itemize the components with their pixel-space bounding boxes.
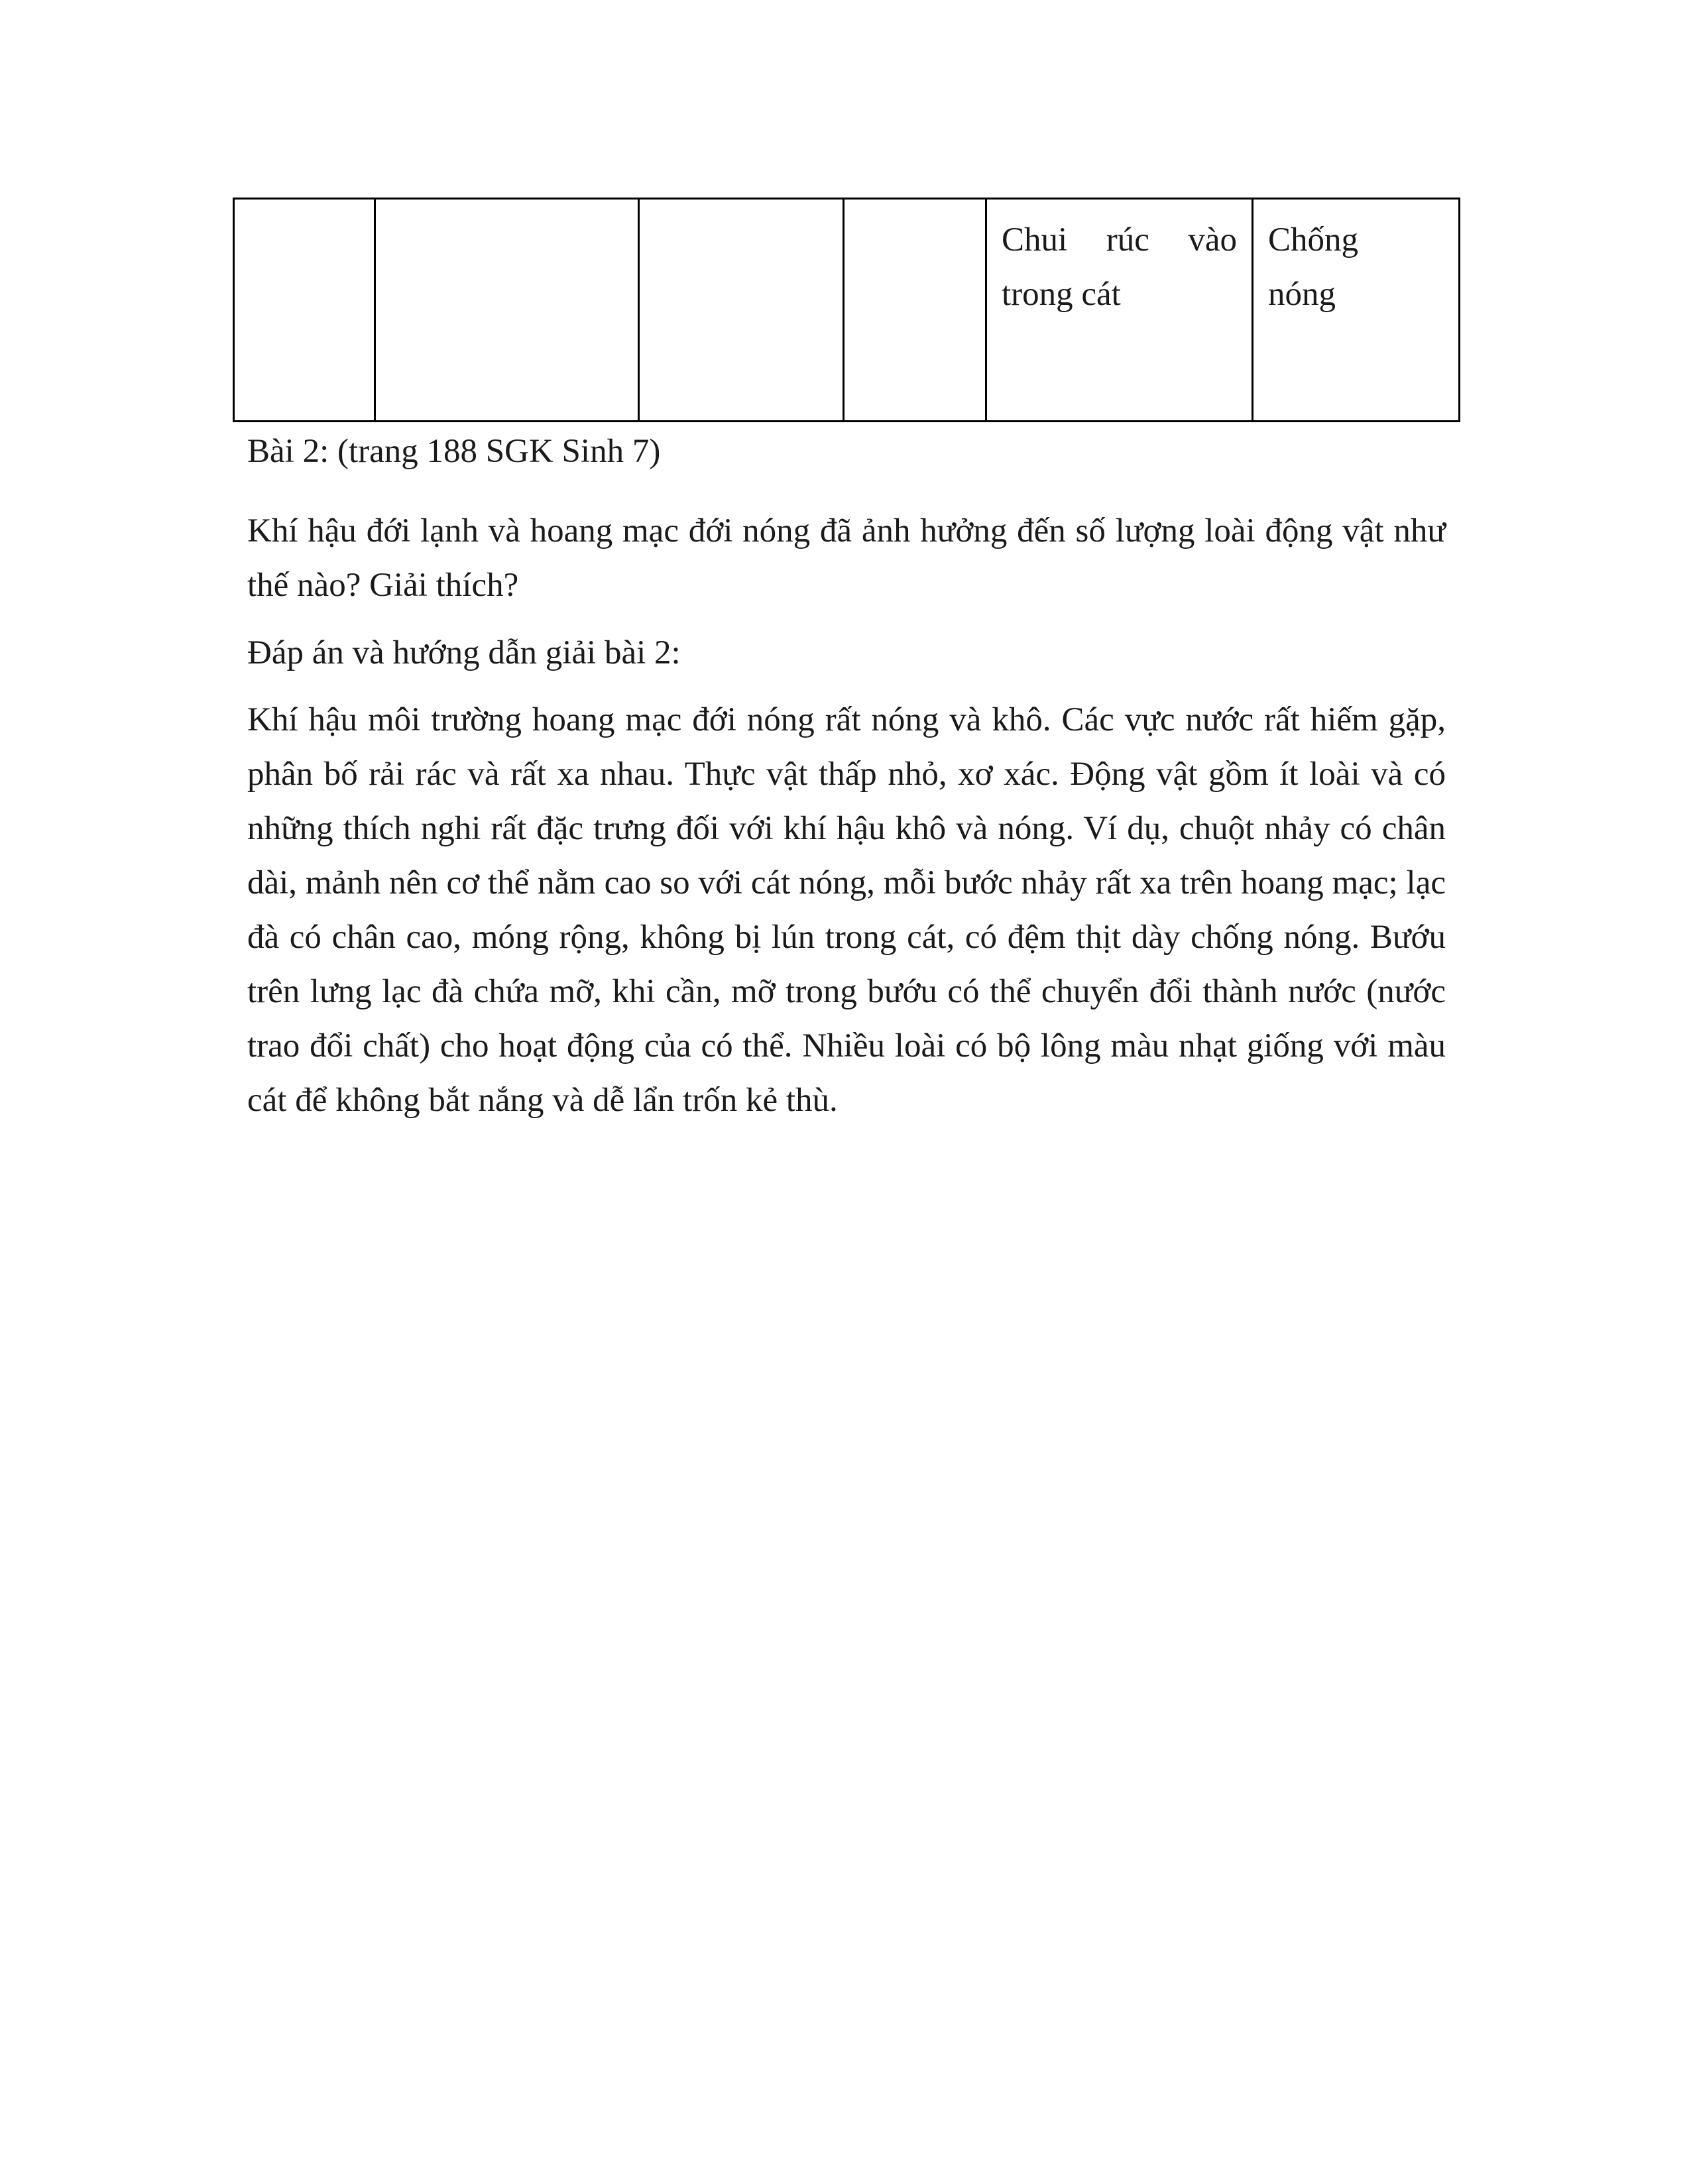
cell-purpose-line-2: nóng [1268, 276, 1336, 313]
question-text: Khí hậu đới lạnh và hoang mạc đới nóng đã ảnh hưởng đến số lượng loài động vật như thế nào? Giải thích? [247, 512, 1446, 604]
cell-behavior-line-2: trong cát [1002, 276, 1121, 313]
table-cell-purpose [1253, 199, 1460, 422]
cell-purpose-line-1: Chống [1268, 221, 1359, 259]
table-cell-empty-3 [639, 199, 844, 422]
answer-body [247, 693, 1446, 1127]
table-cell-empty-1 [234, 199, 375, 422]
table-cell-empty-2 [375, 199, 639, 422]
table-cell-empty-4 [844, 199, 986, 422]
exercise-title: Bài 2: (trang 188 SGK Sinh 7) [247, 433, 661, 470]
table-row [234, 199, 1460, 422]
answer-title: Đáp án và hướng dẫn giải bài 2: [247, 634, 681, 671]
continued-table [233, 198, 1460, 422]
exercise-question [247, 504, 1446, 612]
answer-text: Khí hậu môi trường hoang mạc đới nóng rất nóng và khô. Các vực nước rất hiếm gặp, phân bố rải rác và rất xa nhau. Thực vật thấp nhỏ, xơ xác. Động vật gồm ít loài và có những thích nghi rất đặc trưng đối với khí hậu khô và nóng. Ví dụ, chuột nhảy có chân dài, mảnh nên cơ thể nằm cao so với cát nóng, mỗi bước nhảy rất xa trên hoang mạc; lạc đà có chân cao, móng rộng, không bị lún trong cát, có đệm thịt dày chống nóng. Bướu trên lưng lạc đà chứa mỡ, khi cần, mỡ trong bướu có thể chuyển đổi thành nước (nước trao đổi chất) cho hoạt động của có thể. Nhiều loài có bộ lông màu nhạt giống với màu cát để không bắt nắng và dễ lẩn trốn kẻ thù. [247, 701, 1446, 1119]
cell-behavior-line-1: Chui rúc vào [1002, 221, 1237, 259]
table-cell-behavior [986, 199, 1253, 422]
